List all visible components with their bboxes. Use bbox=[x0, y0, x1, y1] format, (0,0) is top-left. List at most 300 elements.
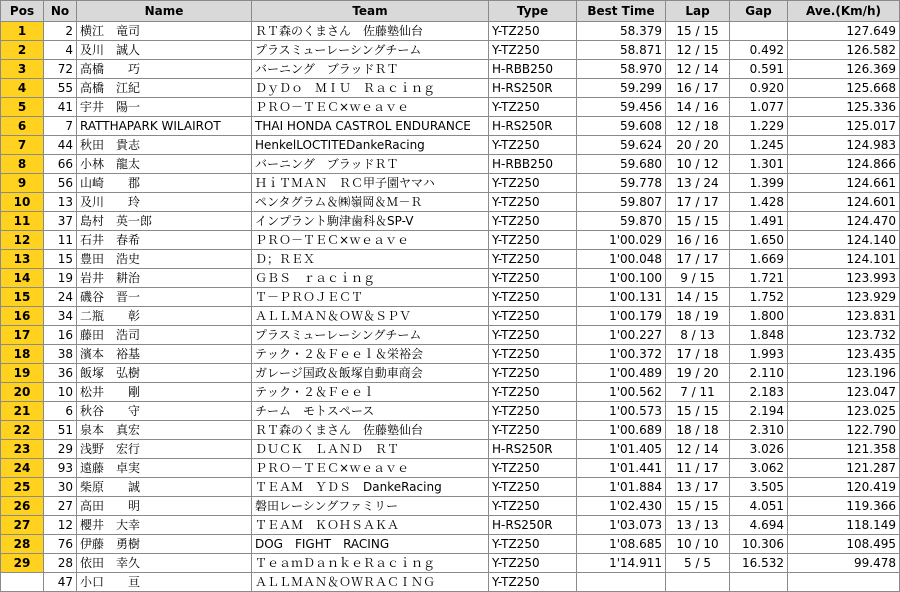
cell-lap: 13 / 24 bbox=[666, 174, 730, 193]
cell-pos: 22 bbox=[1, 421, 44, 440]
cell-no: 37 bbox=[44, 212, 77, 231]
cell-ave: 124.661 bbox=[788, 174, 900, 193]
cell-no: 66 bbox=[44, 155, 77, 174]
cell-team: インプラント駒津歯科＆SP-V bbox=[252, 212, 489, 231]
cell-ave: 124.983 bbox=[788, 136, 900, 155]
cell-lap: 13 / 13 bbox=[666, 516, 730, 535]
cell-best-time: 1'00.227 bbox=[577, 326, 666, 345]
cell-gap: 4.051 bbox=[730, 497, 788, 516]
cell-name: 高橋 巧 bbox=[77, 60, 252, 79]
header-ave: Ave.(Km/h) bbox=[788, 1, 900, 22]
cell-lap: 18 / 18 bbox=[666, 421, 730, 440]
cell-best-time: 1'01.884 bbox=[577, 478, 666, 497]
cell-lap: 10 / 12 bbox=[666, 155, 730, 174]
cell-ave: 122.790 bbox=[788, 421, 900, 440]
cell-type: Y-TZ250 bbox=[489, 22, 577, 41]
cell-lap: 19 / 20 bbox=[666, 364, 730, 383]
cell-type: Y-TZ250 bbox=[489, 402, 577, 421]
cell-team: DOG FIGHT RACING bbox=[252, 535, 489, 554]
cell-gap: 3.026 bbox=[730, 440, 788, 459]
cell-no: 4 bbox=[44, 41, 77, 60]
cell-name: 泉本 真宏 bbox=[77, 421, 252, 440]
cell-type: Y-TZ250 bbox=[489, 383, 577, 402]
cell-pos: 1 bbox=[1, 22, 44, 41]
cell-name: 小林 龍太 bbox=[77, 155, 252, 174]
table-row bbox=[1, 307, 900, 326]
table-row bbox=[1, 212, 900, 231]
header-lap: Lap bbox=[666, 1, 730, 22]
cell-pos: 16 bbox=[1, 307, 44, 326]
cell-no: 7 bbox=[44, 117, 77, 136]
cell-team: ＧＢＳ ｒａｃｉｎｇ bbox=[252, 269, 489, 288]
cell-ave: 123.047 bbox=[788, 383, 900, 402]
cell-name: 遠藤 卓実 bbox=[77, 459, 252, 478]
table-row bbox=[1, 250, 900, 269]
cell-best-time: 1'00.372 bbox=[577, 345, 666, 364]
cell-pos: 27 bbox=[1, 516, 44, 535]
cell-name: 松井 剛 bbox=[77, 383, 252, 402]
cell-pos: 10 bbox=[1, 193, 44, 212]
cell-lap: 12 / 14 bbox=[666, 60, 730, 79]
cell-best-time: 58.871 bbox=[577, 41, 666, 60]
cell-no: 76 bbox=[44, 535, 77, 554]
cell-best-time: 1'00.131 bbox=[577, 288, 666, 307]
table-row bbox=[1, 193, 900, 212]
cell-no: 6 bbox=[44, 402, 77, 421]
cell-type: Y-TZ250 bbox=[489, 307, 577, 326]
cell-best-time: 59.608 bbox=[577, 117, 666, 136]
cell-type: H-RS250R bbox=[489, 79, 577, 98]
table-row bbox=[1, 136, 900, 155]
cell-gap: 0.920 bbox=[730, 79, 788, 98]
cell-gap: 2.183 bbox=[730, 383, 788, 402]
header-row bbox=[1, 1, 900, 22]
cell-pos: 3 bbox=[1, 60, 44, 79]
cell-gap: 1.800 bbox=[730, 307, 788, 326]
cell-name: 秋谷 守 bbox=[77, 402, 252, 421]
cell-name: 依田 幸久 bbox=[77, 554, 252, 573]
cell-lap: 12 / 18 bbox=[666, 117, 730, 136]
cell-lap: 16 / 17 bbox=[666, 79, 730, 98]
cell-gap: 1.301 bbox=[730, 155, 788, 174]
cell-pos: 11 bbox=[1, 212, 44, 231]
cell-pos: 15 bbox=[1, 288, 44, 307]
cell-type: H-RBB250 bbox=[489, 60, 577, 79]
cell-gap: 1.993 bbox=[730, 345, 788, 364]
cell-name: 及川 玲 bbox=[77, 193, 252, 212]
cell-team: Ｔ－ＰＲＯＪＥＣＴ bbox=[252, 288, 489, 307]
cell-team: ＤｙＤｏ ＭＩＵ Ｒａｃｉｎｇ bbox=[252, 79, 489, 98]
cell-ave: 126.369 bbox=[788, 60, 900, 79]
cell-lap: 15 / 15 bbox=[666, 402, 730, 421]
table-row bbox=[1, 516, 900, 535]
cell-type: Y-TZ250 bbox=[489, 250, 577, 269]
cell-pos: 9 bbox=[1, 174, 44, 193]
cell-team: テック・２＆Ｆｅｅｌ＆栄裕会 bbox=[252, 345, 489, 364]
cell-team: ＰＲＯ－ＴＥＣ×ｗｅａｖｅ bbox=[252, 231, 489, 250]
cell-team: プラスミューレーシングチーム bbox=[252, 326, 489, 345]
cell-no: 28 bbox=[44, 554, 77, 573]
cell-best-time: 1'00.573 bbox=[577, 402, 666, 421]
header-name: Name bbox=[77, 1, 252, 22]
cell-team: ＡＬＬＭＡＮ＆ＯＷ＆ＳＰＶ bbox=[252, 307, 489, 326]
cell-pos: 28 bbox=[1, 535, 44, 554]
cell-best-time: 1'03.073 bbox=[577, 516, 666, 535]
table-row bbox=[1, 535, 900, 554]
cell-type: H-RS250R bbox=[489, 516, 577, 535]
cell-gap: 1.077 bbox=[730, 98, 788, 117]
cell-type: Y-TZ250 bbox=[489, 212, 577, 231]
cell-type: Y-TZ250 bbox=[489, 497, 577, 516]
cell-team: ＰＲＯ－ＴＥＣ×ｗｅａｖｅ bbox=[252, 98, 489, 117]
cell-lap: 17 / 18 bbox=[666, 345, 730, 364]
cell-best-time: 59.624 bbox=[577, 136, 666, 155]
cell-team: ＴｅａｍＤａｎｋｅＲａｃｉｎｇ bbox=[252, 554, 489, 573]
header-gap: Gap bbox=[730, 1, 788, 22]
cell-pos: 5 bbox=[1, 98, 44, 117]
cell-type: Y-TZ250 bbox=[489, 573, 577, 592]
cell-pos: 8 bbox=[1, 155, 44, 174]
cell-name: 二瓶 彰 bbox=[77, 307, 252, 326]
cell-no: 72 bbox=[44, 60, 77, 79]
cell-lap: 5 / 5 bbox=[666, 554, 730, 573]
cell-gap: 2.310 bbox=[730, 421, 788, 440]
cell-name: RATTHAPARK WILAIROT bbox=[77, 117, 252, 136]
cell-gap bbox=[730, 573, 788, 592]
cell-team: ＡＬＬＭＡＮ＆ＯＷＲＡＣＩＮＧ bbox=[252, 573, 489, 592]
cell-gap: 16.532 bbox=[730, 554, 788, 573]
table-row bbox=[1, 421, 900, 440]
table-row bbox=[1, 573, 900, 592]
cell-type: Y-TZ250 bbox=[489, 421, 577, 440]
cell-name: 石井 春希 bbox=[77, 231, 252, 250]
cell-type: H-RS250R bbox=[489, 440, 577, 459]
cell-ave: 123.831 bbox=[788, 307, 900, 326]
cell-ave: 124.601 bbox=[788, 193, 900, 212]
cell-gap: 1.721 bbox=[730, 269, 788, 288]
cell-pos: 24 bbox=[1, 459, 44, 478]
cell-ave: 99.478 bbox=[788, 554, 900, 573]
cell-team: THAI HONDA CASTROL ENDURANCE bbox=[252, 117, 489, 136]
cell-gap: 1.848 bbox=[730, 326, 788, 345]
cell-name: 横江 竜司 bbox=[77, 22, 252, 41]
cell-pos: 19 bbox=[1, 364, 44, 383]
cell-type: Y-TZ250 bbox=[489, 193, 577, 212]
cell-no: 38 bbox=[44, 345, 77, 364]
cell-ave: 125.017 bbox=[788, 117, 900, 136]
cell-no: 55 bbox=[44, 79, 77, 98]
table-row bbox=[1, 269, 900, 288]
cell-pos: 12 bbox=[1, 231, 44, 250]
table-row bbox=[1, 174, 900, 193]
cell-no: 16 bbox=[44, 326, 77, 345]
header-type: Type bbox=[489, 1, 577, 22]
cell-best-time: 59.456 bbox=[577, 98, 666, 117]
cell-pos: 20 bbox=[1, 383, 44, 402]
cell-no: 47 bbox=[44, 573, 77, 592]
cell-ave: 124.470 bbox=[788, 212, 900, 231]
table-row bbox=[1, 364, 900, 383]
cell-lap: 17 / 17 bbox=[666, 193, 730, 212]
cell-lap: 8 / 13 bbox=[666, 326, 730, 345]
cell-best-time: 1'02.430 bbox=[577, 497, 666, 516]
cell-gap: 1.229 bbox=[730, 117, 788, 136]
cell-lap: 7 / 11 bbox=[666, 383, 730, 402]
cell-no: 13 bbox=[44, 193, 77, 212]
cell-lap bbox=[666, 573, 730, 592]
cell-ave: 123.929 bbox=[788, 288, 900, 307]
cell-no: 27 bbox=[44, 497, 77, 516]
cell-team: ＴＥＡＭ ＫＯＨＳＡＫＡ bbox=[252, 516, 489, 535]
cell-lap: 15 / 15 bbox=[666, 22, 730, 41]
cell-ave: 124.140 bbox=[788, 231, 900, 250]
cell-team: ＲＴ森のくまさん 佐藤塾仙台 bbox=[252, 22, 489, 41]
cell-gap: 2.110 bbox=[730, 364, 788, 383]
cell-name: 伊藤 勇樹 bbox=[77, 535, 252, 554]
cell-gap: 1.752 bbox=[730, 288, 788, 307]
cell-best-time: 59.870 bbox=[577, 212, 666, 231]
cell-pos: 29 bbox=[1, 554, 44, 573]
cell-no: 56 bbox=[44, 174, 77, 193]
cell-lap: 20 / 20 bbox=[666, 136, 730, 155]
table-row bbox=[1, 497, 900, 516]
cell-gap: 0.591 bbox=[730, 60, 788, 79]
table-row bbox=[1, 383, 900, 402]
cell-lap: 14 / 15 bbox=[666, 288, 730, 307]
cell-team: HenkelLOCTITEDankeRacing bbox=[252, 136, 489, 155]
cell-team: ペンタグラム＆㈱嶺岡＆Ｍ－Ｒ bbox=[252, 193, 489, 212]
cell-no: 36 bbox=[44, 364, 77, 383]
table-row bbox=[1, 117, 900, 136]
cell-type: Y-TZ250 bbox=[489, 98, 577, 117]
cell-type: Y-TZ250 bbox=[489, 269, 577, 288]
cell-gap: 1.650 bbox=[730, 231, 788, 250]
cell-name: 櫻井 大幸 bbox=[77, 516, 252, 535]
table-row bbox=[1, 231, 900, 250]
cell-ave: 119.366 bbox=[788, 497, 900, 516]
cell-name: 山崎 郡 bbox=[77, 174, 252, 193]
cell-pos: 21 bbox=[1, 402, 44, 421]
cell-ave: 118.149 bbox=[788, 516, 900, 535]
header-no: No bbox=[44, 1, 77, 22]
cell-type: Y-TZ250 bbox=[489, 478, 577, 497]
cell-name: 小口 亘 bbox=[77, 573, 252, 592]
cell-best-time: 1'00.562 bbox=[577, 383, 666, 402]
cell-gap bbox=[730, 22, 788, 41]
cell-lap: 9 / 15 bbox=[666, 269, 730, 288]
cell-type: Y-TZ250 bbox=[489, 41, 577, 60]
cell-team: Ｄ；ＲＥＸ bbox=[252, 250, 489, 269]
cell-pos: 18 bbox=[1, 345, 44, 364]
cell-team: チーム モトスペース bbox=[252, 402, 489, 421]
cell-best-time: 1'00.048 bbox=[577, 250, 666, 269]
cell-no: 51 bbox=[44, 421, 77, 440]
table-row bbox=[1, 402, 900, 421]
cell-lap: 13 / 17 bbox=[666, 478, 730, 497]
results-body bbox=[1, 22, 900, 592]
cell-pos: 14 bbox=[1, 269, 44, 288]
cell-name: 島村 英一郎 bbox=[77, 212, 252, 231]
cell-ave: 123.025 bbox=[788, 402, 900, 421]
cell-best-time: 1'00.489 bbox=[577, 364, 666, 383]
cell-pos bbox=[1, 573, 44, 592]
cell-best-time: 1'08.685 bbox=[577, 535, 666, 554]
cell-team: ＨｉＴＭＡＮ ＲＣ甲子園ヤマハ bbox=[252, 174, 489, 193]
cell-name: 濱本 裕基 bbox=[77, 345, 252, 364]
cell-pos: 26 bbox=[1, 497, 44, 516]
cell-name: 秋田 貴志 bbox=[77, 136, 252, 155]
cell-best-time: 59.778 bbox=[577, 174, 666, 193]
table-row bbox=[1, 288, 900, 307]
cell-team: テック・２＆Ｆｅｅｌ bbox=[252, 383, 489, 402]
cell-type: Y-TZ250 bbox=[489, 364, 577, 383]
cell-best-time: 58.379 bbox=[577, 22, 666, 41]
cell-lap: 17 / 17 bbox=[666, 250, 730, 269]
table-row bbox=[1, 155, 900, 174]
cell-lap: 15 / 15 bbox=[666, 212, 730, 231]
header-pos: Pos bbox=[1, 1, 44, 22]
cell-ave: 125.336 bbox=[788, 98, 900, 117]
cell-team: ＲＴ森のくまさん 佐藤塾仙台 bbox=[252, 421, 489, 440]
cell-pos: 25 bbox=[1, 478, 44, 497]
cell-best-time: 1'00.689 bbox=[577, 421, 666, 440]
cell-no: 44 bbox=[44, 136, 77, 155]
cell-best-time: 1'00.029 bbox=[577, 231, 666, 250]
cell-ave: 123.435 bbox=[788, 345, 900, 364]
cell-type: Y-TZ250 bbox=[489, 174, 577, 193]
cell-pos: 6 bbox=[1, 117, 44, 136]
cell-name: 高田 明 bbox=[77, 497, 252, 516]
cell-gap: 1.428 bbox=[730, 193, 788, 212]
cell-gap: 3.062 bbox=[730, 459, 788, 478]
cell-gap: 10.306 bbox=[730, 535, 788, 554]
cell-ave bbox=[788, 573, 900, 592]
table-row bbox=[1, 22, 900, 41]
cell-no: 41 bbox=[44, 98, 77, 117]
cell-no: 24 bbox=[44, 288, 77, 307]
cell-pos: 4 bbox=[1, 79, 44, 98]
cell-best-time: 1'14.911 bbox=[577, 554, 666, 573]
cell-name: 宇井 陽一 bbox=[77, 98, 252, 117]
cell-lap: 11 / 17 bbox=[666, 459, 730, 478]
cell-ave: 124.101 bbox=[788, 250, 900, 269]
cell-ave: 120.419 bbox=[788, 478, 900, 497]
cell-gap: 4.694 bbox=[730, 516, 788, 535]
cell-best-time bbox=[577, 573, 666, 592]
cell-type: Y-TZ250 bbox=[489, 554, 577, 573]
cell-name: 浅野 宏行 bbox=[77, 440, 252, 459]
cell-type: Y-TZ250 bbox=[489, 345, 577, 364]
cell-no: 12 bbox=[44, 516, 77, 535]
cell-pos: 17 bbox=[1, 326, 44, 345]
cell-no: 15 bbox=[44, 250, 77, 269]
cell-no: 11 bbox=[44, 231, 77, 250]
cell-type: Y-TZ250 bbox=[489, 136, 577, 155]
cell-ave: 127.649 bbox=[788, 22, 900, 41]
cell-best-time: 59.807 bbox=[577, 193, 666, 212]
cell-lap: 12 / 14 bbox=[666, 440, 730, 459]
header-team: Team bbox=[252, 1, 489, 22]
table-row bbox=[1, 326, 900, 345]
cell-team: プラスミューレーシングチーム bbox=[252, 41, 489, 60]
cell-ave: 121.287 bbox=[788, 459, 900, 478]
cell-team: ＰＲＯ－ＴＥＣ×ｗｅａｖｅ bbox=[252, 459, 489, 478]
cell-gap: 1.669 bbox=[730, 250, 788, 269]
cell-no: 2 bbox=[44, 22, 77, 41]
cell-team: ＴＥＡＭ ＹＤＳ DankeRacing bbox=[252, 478, 489, 497]
cell-type: Y-TZ250 bbox=[489, 231, 577, 250]
cell-gap: 1.491 bbox=[730, 212, 788, 231]
cell-ave: 123.993 bbox=[788, 269, 900, 288]
cell-best-time: 59.680 bbox=[577, 155, 666, 174]
cell-lap: 15 / 15 bbox=[666, 497, 730, 516]
cell-ave: 123.732 bbox=[788, 326, 900, 345]
cell-ave: 121.358 bbox=[788, 440, 900, 459]
cell-name: 柴原 誠 bbox=[77, 478, 252, 497]
cell-name: 岩井 耕治 bbox=[77, 269, 252, 288]
cell-gap: 0.492 bbox=[730, 41, 788, 60]
cell-type: Y-TZ250 bbox=[489, 459, 577, 478]
cell-type: Y-TZ250 bbox=[489, 326, 577, 345]
cell-best-time: 1'00.100 bbox=[577, 269, 666, 288]
cell-pos: 7 bbox=[1, 136, 44, 155]
cell-type: Y-TZ250 bbox=[489, 288, 577, 307]
cell-pos: 13 bbox=[1, 250, 44, 269]
cell-best-time: 1'01.405 bbox=[577, 440, 666, 459]
cell-ave: 108.495 bbox=[788, 535, 900, 554]
cell-pos: 2 bbox=[1, 41, 44, 60]
cell-no: 30 bbox=[44, 478, 77, 497]
cell-best-time: 1'00.179 bbox=[577, 307, 666, 326]
cell-ave: 123.196 bbox=[788, 364, 900, 383]
cell-no: 34 bbox=[44, 307, 77, 326]
cell-pos: 23 bbox=[1, 440, 44, 459]
cell-no: 10 bbox=[44, 383, 77, 402]
cell-no: 19 bbox=[44, 269, 77, 288]
cell-name: 磯谷 晋一 bbox=[77, 288, 252, 307]
cell-lap: 10 / 10 bbox=[666, 535, 730, 554]
cell-team: バーニング ブラッドＲＴ bbox=[252, 155, 489, 174]
cell-team: バーニング ブラッドＲＴ bbox=[252, 60, 489, 79]
cell-type: H-RBB250 bbox=[489, 155, 577, 174]
cell-name: 藤田 浩司 bbox=[77, 326, 252, 345]
table-row bbox=[1, 60, 900, 79]
cell-type: H-RS250R bbox=[489, 117, 577, 136]
header-best-time: Best Time bbox=[577, 1, 666, 22]
cell-lap: 18 / 19 bbox=[666, 307, 730, 326]
cell-team: 磐田レーシングファミリー bbox=[252, 497, 489, 516]
results-header bbox=[1, 1, 900, 22]
cell-name: 高橋 江紀 bbox=[77, 79, 252, 98]
cell-gap: 1.399 bbox=[730, 174, 788, 193]
cell-best-time: 58.970 bbox=[577, 60, 666, 79]
cell-type: Y-TZ250 bbox=[489, 535, 577, 554]
cell-name: 豊田 浩史 bbox=[77, 250, 252, 269]
cell-lap: 16 / 16 bbox=[666, 231, 730, 250]
cell-name: 及川 誠人 bbox=[77, 41, 252, 60]
cell-lap: 14 / 16 bbox=[666, 98, 730, 117]
cell-best-time: 59.299 bbox=[577, 79, 666, 98]
table-row bbox=[1, 459, 900, 478]
table-row bbox=[1, 41, 900, 60]
cell-no: 29 bbox=[44, 440, 77, 459]
cell-gap: 3.505 bbox=[730, 478, 788, 497]
table-row bbox=[1, 554, 900, 573]
cell-ave: 125.668 bbox=[788, 79, 900, 98]
table-row bbox=[1, 79, 900, 98]
cell-gap: 2.194 bbox=[730, 402, 788, 421]
cell-team: ＤＵＣＫ ＬＡＮＤ ＲＴ bbox=[252, 440, 489, 459]
